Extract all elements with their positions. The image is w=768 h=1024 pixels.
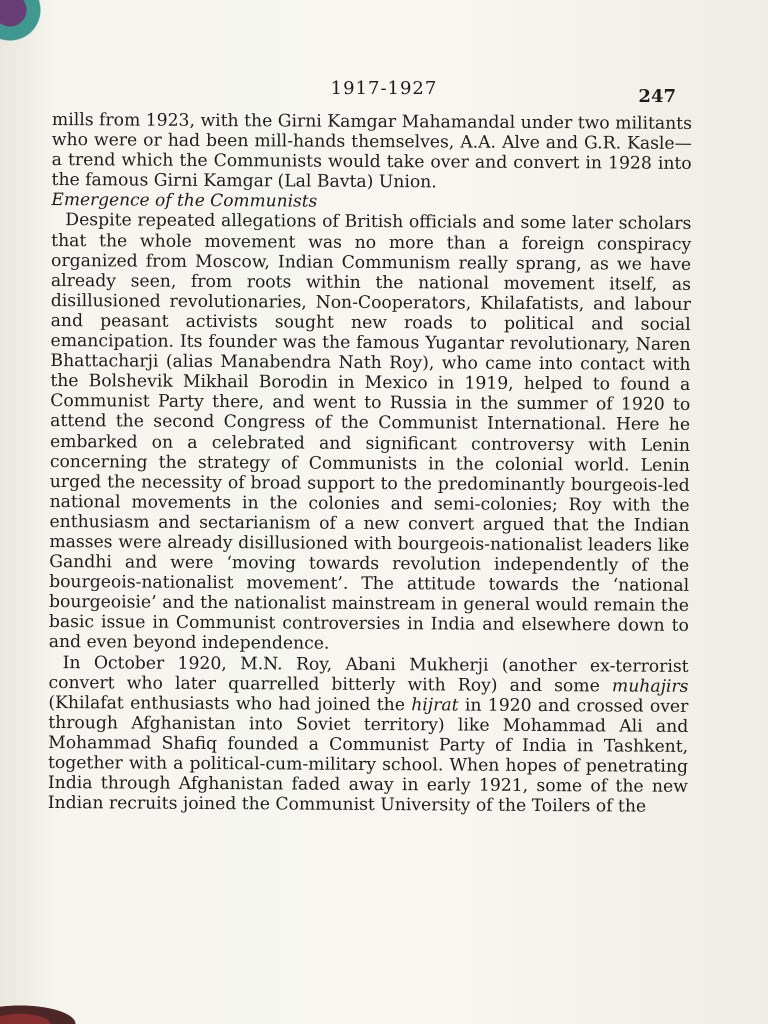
paragraph-3-part-b: (Khilafat enthusiasts who had joined the bbox=[48, 692, 412, 715]
background-fabric-top-left bbox=[0, 0, 70, 50]
page-number: 247 bbox=[638, 86, 676, 107]
paragraph-3-part-c: in 1920 and crossed over through Afghanistan into Soviet territory) like Mohammad Ali and Mohammad Shafiq founded a Communist Party of India in Tashkent, together with a political-cum-military school. When hopes of penetrating India through Afghanistan faded away in early 1921, some of the new Indian recruits joined the Communist University of the Toilers of the bbox=[47, 695, 689, 817]
term-muhajirs: muhajirs bbox=[611, 676, 689, 697]
section-heading: Emergence of the Communists bbox=[51, 190, 318, 212]
paragraph-2: Despite repeated allegations of British officials and some later scholars that the whole movement was no more than a foreign conspiracy organized from Moscow, Indian Communism really sprang, as we have already seen, from roots within the national movement itself, as disillusioned revolutionaries, Non-Cooperators, Khilafatists, and labour and peasant activists sought new roads to political and social emancipation. Its founder was the famous Yugantar revolutionary, Naren Bhattacharji (alias Manabendra Nath Roy), who came into contact with the Bolshevik Mikhail Borodin in Mexico in 1919, helped to found a Communist Party there, and went to Russia in the summer of 1920 to attend the second Congress of the Communist International. Here he embarked on a celebrated and significant controversy with Lenin concerning the strategy of Communists in the colonial world. Lenin urged the necessity of broad support to the predominantly bourgeois-led national movements in the colonies and semi-colonies; Roy with the enthusiasm and sectarianism of a new convert argued that the Indian masses were already disillusioned with bourgeois-nationalist leaders like Gandhi and were ‘moving towards revolution independently of the bourgeois-nationalist movement’. The attitude towards the ‘national bourgeoisie’ and the nationalist mainstream in general would remain the basic issue in Communist controversies in India and elsewhere down to and even beyond independence. bbox=[48, 210, 692, 655]
term-hijrat: hijrat bbox=[411, 694, 459, 716]
background-fabric-bottom-left bbox=[0, 984, 140, 1024]
paragraph-3-part-a: In October 1920, M.N. Roy, Abani Mukherji (another ex-terrorist convert who later quarrelled bitterly with Roy) and some bbox=[48, 652, 689, 697]
running-head: 1917-1927 bbox=[330, 78, 438, 99]
paragraph-3 bbox=[48, 653, 689, 818]
body-text bbox=[48, 110, 692, 817]
paragraph-1: mills from 1923, with the Girni Kamgar Mahamandal under two militants who were or had been mill-hands themselves, A.A. Alve and G.R. Kasle—a trend which the Communists would take over and convert in 1928 into the famous Girni Kamgar (Lal Bavta) Union. bbox=[51, 110, 692, 193]
